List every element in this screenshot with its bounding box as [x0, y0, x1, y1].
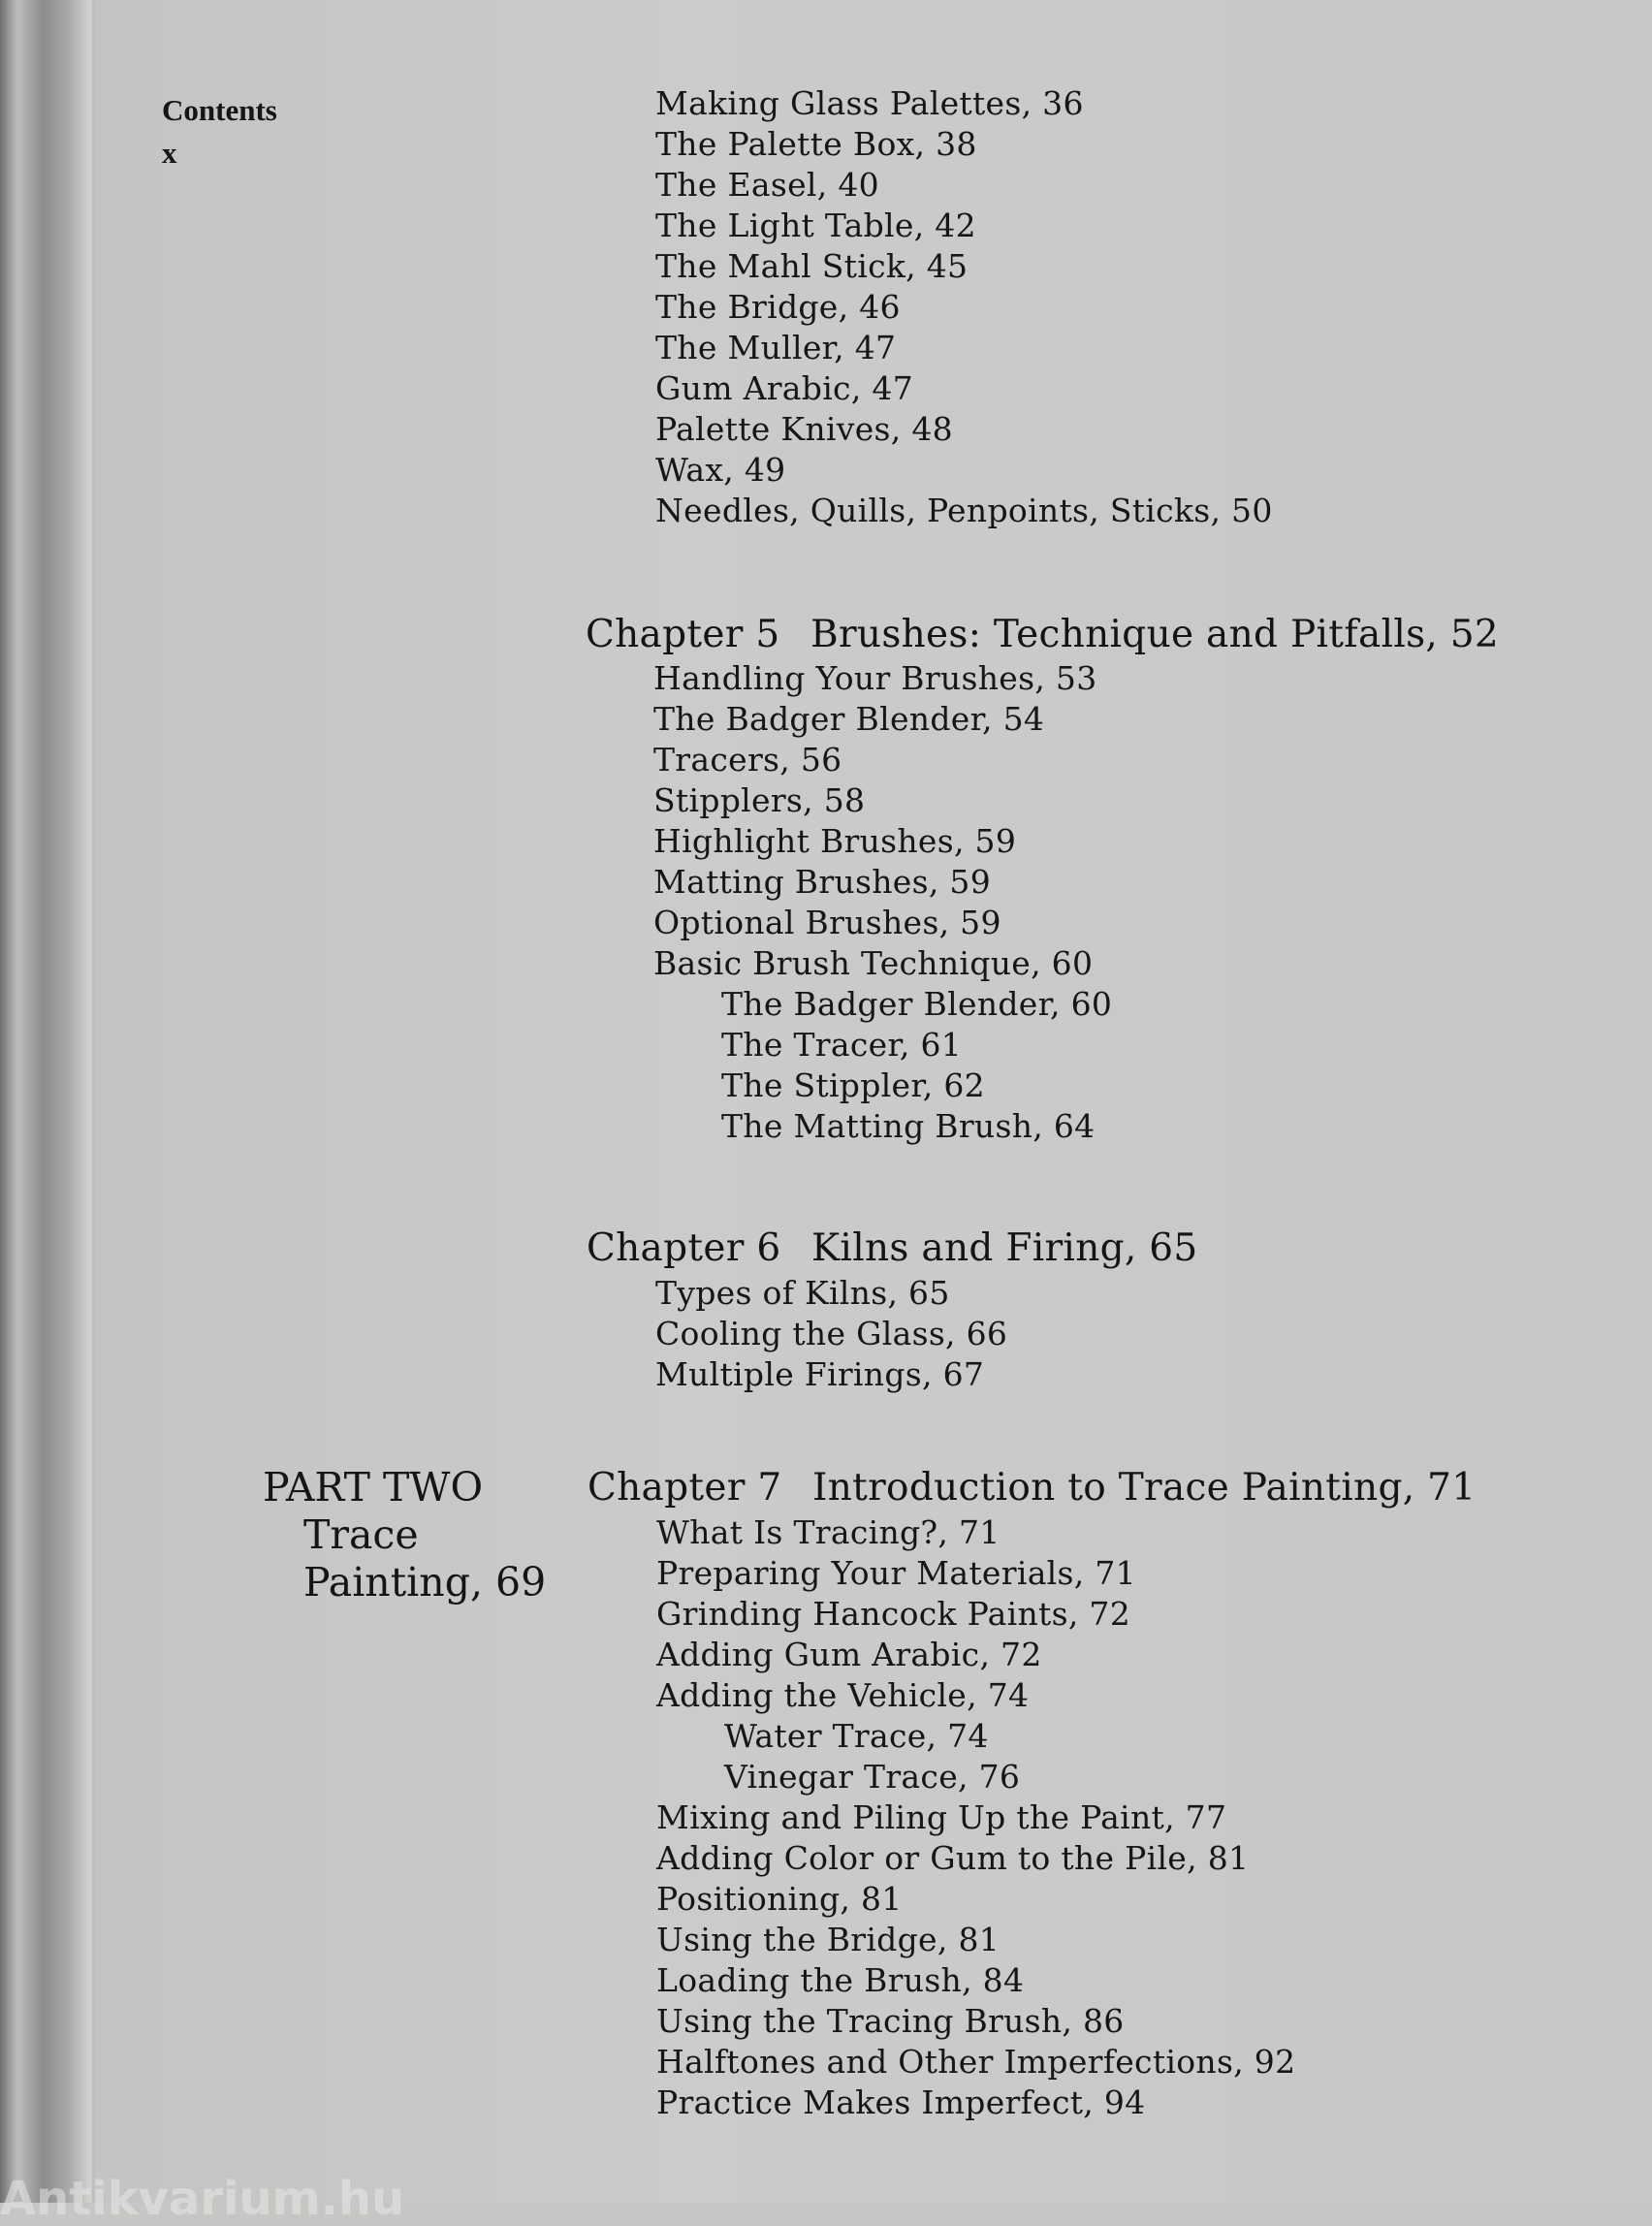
- toc-subentry: The Stippler, 62: [721, 1066, 985, 1104]
- toc-entry: Basic Brush Technique, 60: [653, 944, 1094, 982]
- toc-entry: Tracers, 56: [653, 741, 842, 779]
- toc-entry: The Easel, 40: [655, 166, 879, 204]
- toc-entry: Stipplers, 58: [653, 781, 866, 819]
- toc-entry: Needles, Quills, Penpoints, Sticks, 50: [655, 492, 1273, 529]
- toc-entry: Palette Knives, 48: [655, 410, 953, 448]
- toc-subentry: Water Trace, 74: [724, 1717, 989, 1755]
- toc-entry: Types of Kilns, 65: [655, 1274, 950, 1312]
- toc-entry: Practice Makes Imperfect, 94: [656, 2083, 1146, 2121]
- toc-entry: Handling Your Brushes, 53: [653, 659, 1097, 697]
- chapter-title: Brushes: Technique and Pitfalls, 52: [810, 613, 1500, 656]
- book-spine-shadow: [0, 0, 92, 2203]
- toc-entry: What Is Tracing?, 71: [656, 1513, 1001, 1551]
- part-title: Painting, 69: [303, 1559, 547, 1606]
- toc-entry: Halftones and Other Imperfections, 92: [656, 2043, 1296, 2081]
- toc-subentry: The Tracer, 61: [721, 1026, 963, 1064]
- toc-entry: Adding Color or Gum to the Pile, 81: [656, 1839, 1250, 1877]
- toc-entry: The Badger Blender, 54: [653, 700, 1045, 738]
- chapter-heading-6: [587, 1226, 1198, 1270]
- toc-entry: The Muller, 47: [655, 329, 897, 366]
- chapter-heading-5: [586, 613, 1499, 656]
- page-number: x: [162, 136, 177, 170]
- chapter-title: Kilns and Firing, 65: [811, 1226, 1198, 1270]
- toc-entry: The Palette Box, 38: [655, 125, 977, 163]
- toc-entry: Positioning, 81: [656, 1880, 903, 1918]
- part-label: PART TWO: [263, 1464, 484, 1510]
- toc-entry: Using the Bridge, 81: [656, 1921, 1001, 1958]
- chapter-number: Chapter 7: [588, 1466, 782, 1510]
- toc-entry: Adding the Vehicle, 74: [656, 1676, 1030, 1714]
- chapter-number: Chapter 5: [586, 613, 780, 656]
- toc-entry: Preparing Your Materials, 71: [656, 1554, 1136, 1592]
- chapter-number: Chapter 6: [587, 1226, 781, 1270]
- toc-entry: Highlight Brushes, 59: [653, 822, 1017, 860]
- toc-subentry: The Badger Blender, 60: [721, 985, 1113, 1023]
- toc-subentry: Vinegar Trace, 76: [724, 1758, 1021, 1796]
- toc-entry: Wax, 49: [655, 451, 786, 489]
- chapter-heading-7: [588, 1466, 1476, 1510]
- toc-entry: Using the Tracing Brush, 86: [656, 2002, 1125, 2040]
- toc-entry: Mixing and Piling Up the Paint, 77: [656, 1798, 1227, 1836]
- watermark: Antikvarium.hu: [0, 2172, 405, 2226]
- toc-entry: Cooling the Glass, 66: [655, 1315, 1008, 1352]
- toc-entry: Adding Gum Arabic, 72: [656, 1636, 1042, 1673]
- toc-subentry: The Matting Brush, 64: [721, 1107, 1096, 1145]
- toc-entry: The Bridge, 46: [655, 288, 901, 326]
- toc-entry: Gum Arabic, 47: [655, 369, 914, 407]
- toc-entry: Making Glass Palettes, 36: [655, 84, 1084, 122]
- toc-entry: Grinding Hancock Paints, 72: [656, 1595, 1130, 1633]
- chapter-title: Introduction to Trace Painting, 71: [812, 1466, 1477, 1510]
- toc-entry: Loading the Brush, 84: [656, 1961, 1025, 1999]
- toc-entry: The Light Table, 42: [655, 207, 976, 244]
- part-title: Trace: [303, 1511, 419, 1558]
- toc-entry: Matting Brushes, 59: [653, 863, 992, 901]
- toc-entry: Optional Brushes, 59: [653, 904, 1001, 941]
- toc-entry: The Mahl Stick, 45: [655, 247, 969, 285]
- toc-entry: Multiple Firings, 67: [655, 1355, 985, 1393]
- running-header-title: Contents: [162, 93, 277, 127]
